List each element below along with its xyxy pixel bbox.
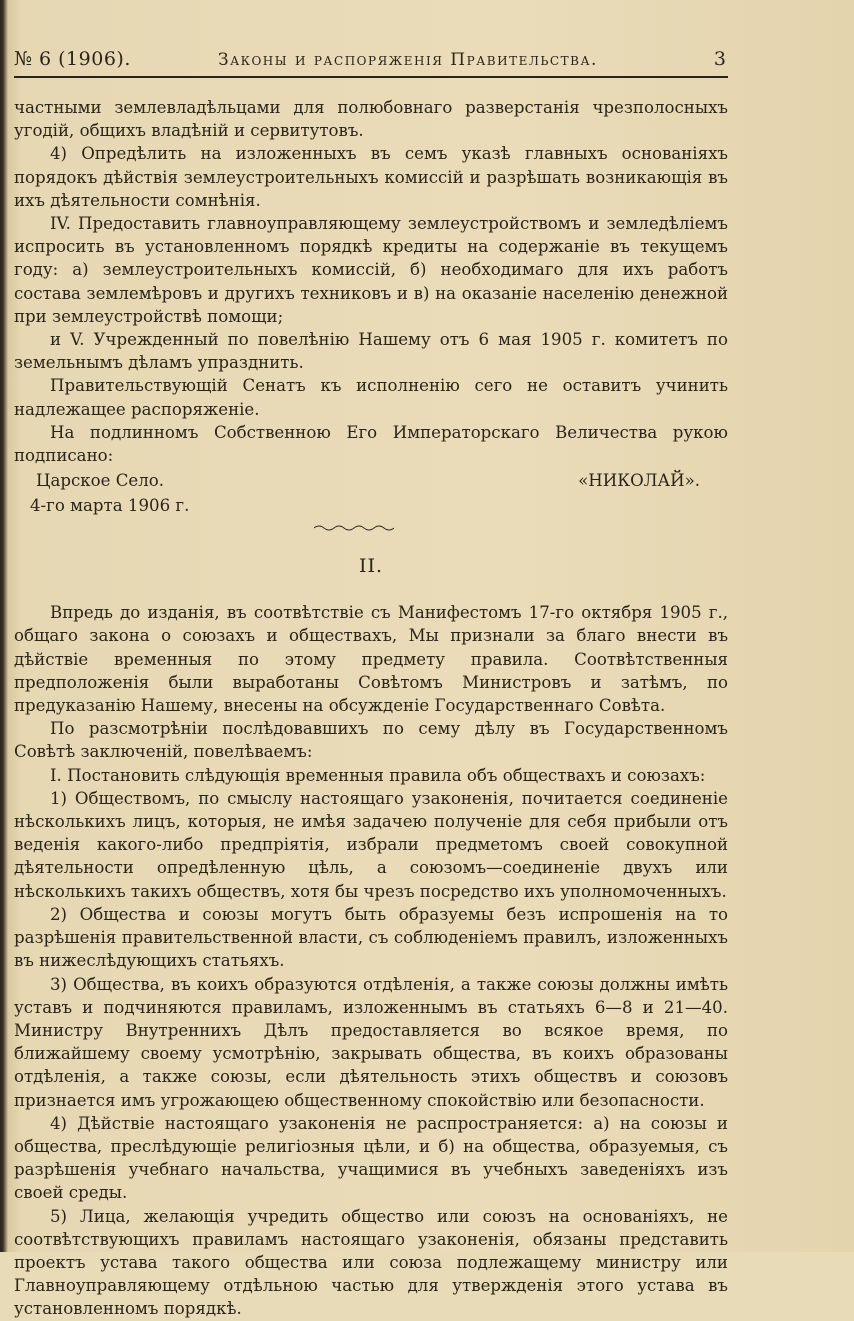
paragraph: По разсмотрѣніи послѣдовавшихъ по сему дѣлу въ Государственномъ Совѣтѣ заключеній, повелѣваемъ: [14, 719, 728, 762]
paragraph: 3) Общества, въ коихъ образуются отдѣленія, а также союзы должны имѣть уставъ и подчиняются правиламъ, изложеннымъ въ статьяхъ 6—8 и 21—40. Министру Внутреннихъ Дѣлъ предоставляется во всякое время, по ближайшему своему усмотрѣнію, закрывать общества, въ коихъ образованы отдѣленія, а также союзы, если дѣятельность этихъ обществъ и союзовъ признается имъ угрожающею общественному спокойствію или безопасности. [14, 974, 728, 1110]
section-title: II. [358, 555, 384, 578]
signature-block [14, 469, 728, 519]
paragraph: 4) Опредѣлить на изложенныхъ въ семъ указѣ главныхъ основаніяхъ порядокъ дѣйствія землеустроительныхъ комиссій и разрѣшать возникающія въ ихъ дѣятельности сомнѣнія. [14, 144, 728, 210]
paragraph: 2) Общества и союзы могутъ быть образуемы безъ испрошенія на то разрѣшенія правительственной власти, съ соблюденіемъ правилъ, изложенныхъ въ нижеслѣдующихъ статьяхъ. [14, 904, 728, 971]
signature-place: Царское Село. [36, 471, 165, 491]
page-number: 3 [713, 48, 726, 70]
paragraph: частными землевладѣльцами для полюбовнаго разверстанія чрезполосныхъ угодій, общихъ владѣній и сервитутовъ. [14, 98, 728, 141]
wave-ornament-icon [314, 523, 394, 533]
issue-number: № 6 (1906). [14, 48, 131, 70]
paragraph: I. Постановить слѣдующія временныя правила объ обществахъ и союзахъ: [50, 765, 706, 785]
header-rule [14, 76, 728, 78]
paragraph: Правительствующій Сенатъ къ исполненію сего не оставитъ учинить надлежащее распоряженіе. [14, 376, 728, 419]
paragraph: Впредь до изданія, въ соотвѣтствіе съ Манифестомъ 17-го октября 1905 г., общаго закона о союзахъ и обществахъ, Мы признали за благо внести въ дѣйствіе временныя по этому предмету правила. Соотвѣтственныя предположенія были выработаны Совѣтомъ Министровъ и затѣмъ, по предуказанію Нашему, внесены на обсужденіе Государственнаго Совѣта. [14, 603, 728, 716]
signature-date: 4-го марта 1906 г. [30, 496, 190, 516]
paragraph: IV. Предоставить главноуправляющему землеустройствомъ и земледѣліемъ испросить въ установленномъ порядкѣ кредиты на содержаніе въ текущемъ году: а) землеустроительныхъ комиссій, б) необходимаго для ихъ работъ состава землемѣровъ и другихъ техниковъ и в) на оказаніе населенію денежной при землеустройствѣ помощи; [14, 214, 728, 326]
paragraph: 5) Лица, желающія учредить общество или союзъ на основаніяхъ, не соотвѣтствующихъ правиламъ настоящаго узаконенія, обязаны представить проектъ устава такого общества или союза подлежащему министру или Главноуправляющему отдѣльною частью для утвержденія этого устава въ установленномъ порядкѣ. [14, 1206, 728, 1319]
divider-ornament [14, 519, 728, 555]
document-body [14, 96, 728, 1321]
running-title: Законы и распоряженія Правительства. [218, 50, 598, 70]
paragraph: и V. Учрежденный по повелѣнію Нашему отъ 6 мая 1905 г. комитетъ по земельнымъ дѣламъ упразднить. [14, 330, 728, 373]
page-header [14, 48, 726, 76]
signature-name: «НИКОЛАЙ». [578, 471, 700, 491]
original-signature-note: На подлинномъ Собственною Его Императорскаго Величества рукою подписано: [14, 422, 728, 466]
paragraph: 1) Обществомъ, по смыслу настоящаго узаконенія, почитается соединеніе нѣсколькихъ лицъ, которыя, не имѣя задачею полученіе для себя прибыли отъ веденія какого-либо предпріятія, избрали предметомъ своей совокупной дѣятельности опредѣленную цѣль, а союзомъ—соединеніе двухъ или нѣсколькихъ такихъ обществъ, хотя бы чрезъ посредство ихъ уполномоченныхъ. [14, 788, 728, 901]
paragraph: 4) Дѣйствіе настоящаго узаконенія не распространяется: а) на союзы и общества, преслѣдующіе религіозныя цѣли, и б) на общества, образуемыя, съ разрѣшенія учебнаго начальства, учащимися въ учебныхъ заведеніяхъ изъ своей среды. [14, 1113, 728, 1203]
